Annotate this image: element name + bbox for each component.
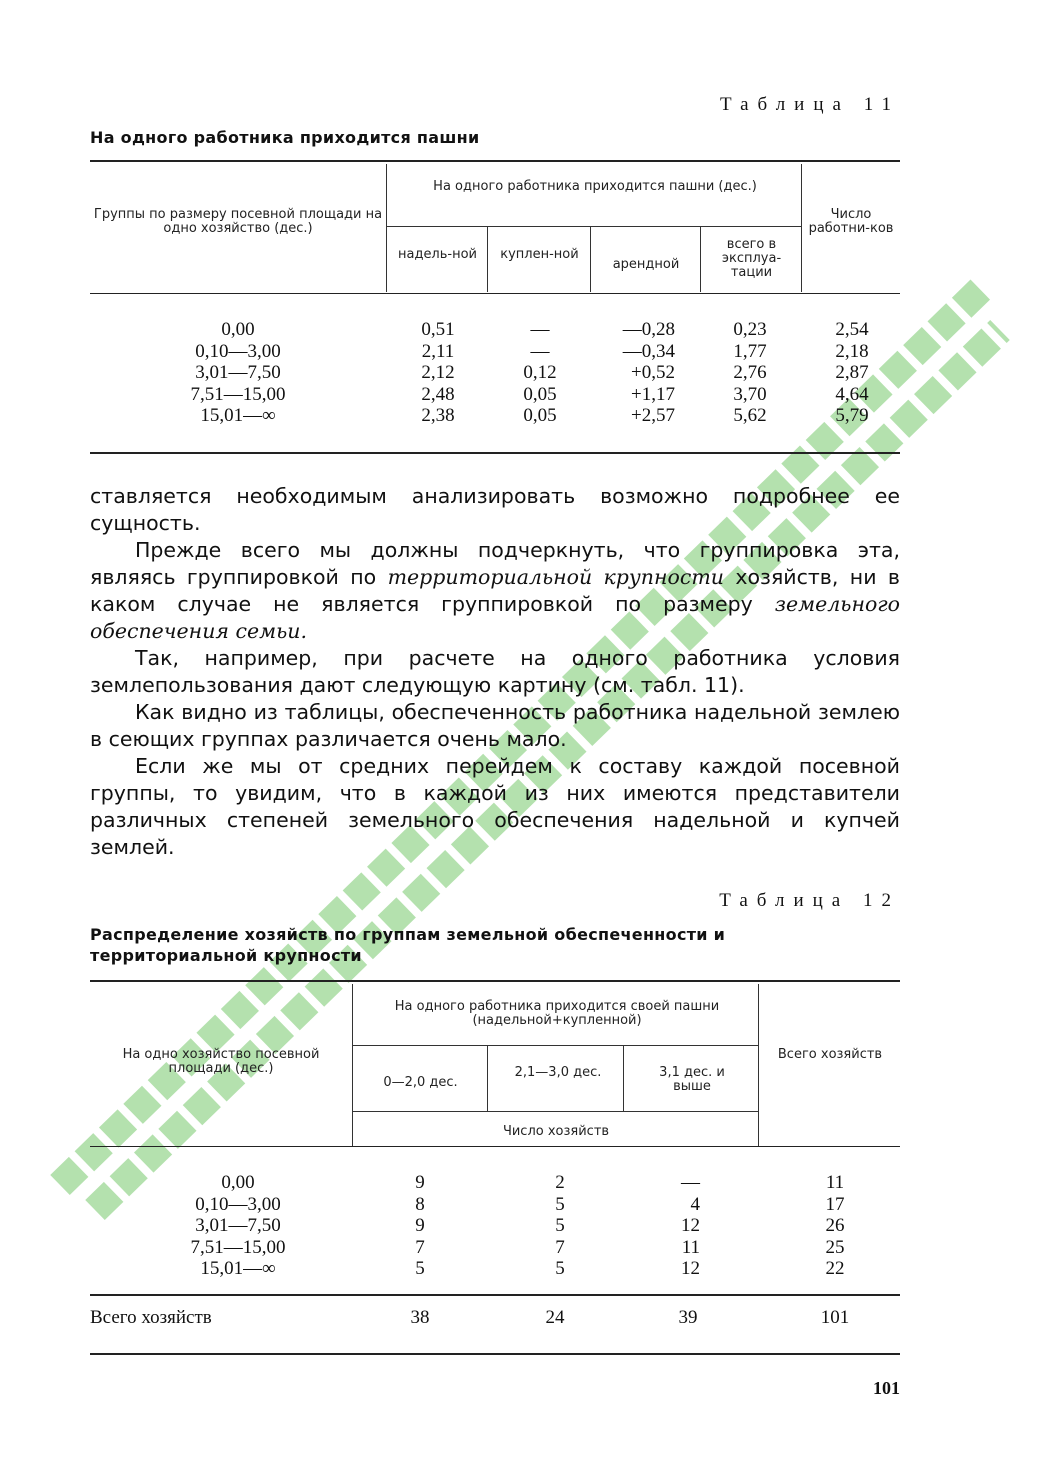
table-cell: 26 — [825, 1215, 845, 1236]
table11-group-header: Группы по размеру посевной площади на одно хозяйство (дес.) — [93, 207, 383, 236]
table12-caption-line2: территориальной крупности — [90, 946, 362, 965]
table12-subheader-2: 2,1—3,0 дес. — [514, 1065, 602, 1080]
table11-col-nadel — [398, 319, 478, 427]
table12-totals-c2: 24 — [545, 1307, 565, 1328]
table-cell: 1,77 — [733, 340, 767, 362]
table12-totals-c3: 39 — [678, 1307, 698, 1328]
paragraph: Если же мы от средних перейдем к составу каждой посевной группы, то увидим, что в каждой из них имеются представители различных степеней земельного обеспечения надельной и купчей землей. — [90, 754, 900, 859]
table11-subheader-nadel: надель-ной — [397, 247, 477, 262]
table-cell: 2,48 — [421, 383, 455, 405]
table11-col-group — [150, 319, 326, 427]
table12-span-header: На одного работника приходится своей пашни (надельной+купленной) — [394, 999, 720, 1028]
table12-totals-total: 101 — [820, 1307, 850, 1328]
table-cell: 3,70 — [733, 383, 767, 405]
table-cell: 4 — [690, 1193, 700, 1215]
table-cell: — — [681, 1172, 700, 1193]
table11-subheader-arend: арендной — [612, 257, 680, 272]
table-cell: 0,00 — [221, 1172, 255, 1193]
table12-totals-c1: 38 — [410, 1307, 430, 1328]
table-cell: 15,01—∞ — [200, 1258, 276, 1279]
table-cell: 5 — [415, 1258, 425, 1279]
table12-col-3 — [650, 1172, 700, 1280]
table-cell: 2,87 — [835, 362, 869, 383]
table11-subheader-vsego: всего в эксплуа-тации — [721, 237, 782, 280]
table-cell: 11 — [681, 1236, 700, 1258]
table-cell: 2,18 — [835, 340, 869, 362]
paragraph: ставляется необходимым анализировать возможно подробнее ее сущность. — [90, 484, 900, 535]
table-cell: —0,34 — [622, 340, 675, 362]
table11-label: Таблица 11 — [719, 94, 900, 115]
table-cell: 0,10—3,00 — [195, 1193, 281, 1215]
table12-totals-label: Всего хозяйств — [90, 1307, 212, 1328]
table-cell: 4,64 — [835, 383, 869, 405]
table-cell: 12 — [681, 1258, 700, 1279]
table12-label: Таблица 12 — [719, 890, 900, 911]
table12-group-header: На одно хозяйство посевной площади (дес.) — [122, 1047, 320, 1076]
table12-count-label: Число хозяйств — [502, 1124, 610, 1139]
table11-span-header: На одного работника приходится пашни (дес.) — [433, 179, 757, 194]
table-cell: 3,01—7,50 — [195, 362, 281, 383]
table-cell: 0,00 — [221, 319, 255, 340]
table12-col-total — [805, 1172, 865, 1280]
table12-col-1 — [390, 1172, 450, 1280]
table-cell: 7 — [415, 1236, 425, 1258]
paragraph: Как видно из таблицы, обеспеченность работника надельной землею в сеющих группах различается очень мало. — [90, 700, 900, 751]
table-cell: 0,05 — [523, 383, 557, 405]
table-cell: 2,11 — [421, 340, 455, 362]
table11-col-arend — [595, 319, 675, 427]
table-cell: 5 — [555, 1215, 565, 1236]
table11-caption: На одного работника приходится пашни — [90, 128, 480, 147]
table-cell: +2,57 — [631, 405, 675, 426]
table-cell: 7 — [555, 1236, 565, 1258]
table-cell: +0,52 — [631, 362, 675, 383]
table-cell: 5,79 — [835, 405, 869, 426]
table-cell: 11 — [825, 1172, 845, 1193]
table-cell: 3,01—7,50 — [195, 1215, 281, 1236]
table12-col-2 — [530, 1172, 590, 1280]
table-cell: 15,01—∞ — [200, 405, 276, 426]
table-cell: 5 — [555, 1258, 565, 1279]
table-cell: 2,12 — [421, 362, 455, 383]
table-cell: 2 — [555, 1172, 565, 1193]
table-cell: 22 — [825, 1258, 845, 1279]
table-cell: 2,76 — [733, 362, 767, 383]
book-page — [90, 0, 900, 1464]
table-cell: 0,51 — [421, 319, 455, 340]
table-cell: 9 — [415, 1215, 425, 1236]
table12-subheader-3: 3,1 дес. и выше — [659, 1065, 725, 1094]
table-cell: 5 — [555, 1193, 565, 1215]
table-cell: 0,05 — [523, 405, 557, 426]
page-number: 101 — [873, 1378, 900, 1398]
paragraph: Прежде всего мы должны подчеркнуть, что группировка эта, являясь группировкой по территориальной крупности хозяйств, ни в каком случае не является группировкой по размеру земельного обеспечения семьи. — [90, 538, 900, 643]
table11-col-vsego — [710, 319, 790, 427]
table-cell: 0,10—3,00 — [195, 340, 281, 362]
table-cell: 25 — [825, 1236, 845, 1258]
table11-subheader-kupl: куплен-ной — [500, 247, 579, 262]
table12-caption-line1: Распределение хозяйств по группам земельной обеспеченности и — [90, 925, 726, 944]
table11-col-rab — [812, 319, 892, 427]
body-text — [90, 483, 900, 861]
table11-col-kupl — [498, 319, 582, 427]
table12-last-header: Всего хозяйств — [777, 1047, 883, 1062]
table-cell: — — [530, 319, 550, 340]
table-cell: 8 — [415, 1193, 425, 1215]
paragraph: Так, например, при расчете на одного работника условия землепользования дают следующую картину (см. табл. 11). — [90, 646, 900, 697]
table-cell: —0,28 — [622, 319, 675, 340]
table-cell: +1,17 — [631, 383, 675, 405]
table-cell: 2,38 — [421, 405, 455, 426]
table12-subheader-1: 0—2,0 дес. — [383, 1075, 458, 1090]
table-cell: 17 — [825, 1193, 845, 1215]
table-cell: 7,51—15,00 — [190, 383, 286, 405]
table11-last-header: Число работни-ков — [808, 207, 894, 236]
table12 — [90, 980, 900, 1360]
table12-col-group — [150, 1172, 326, 1280]
table-cell: — — [530, 340, 550, 362]
table-cell: 5,62 — [733, 405, 767, 426]
table-cell: 9 — [415, 1172, 425, 1193]
table-cell: 0,12 — [523, 362, 557, 383]
table-cell: 2,54 — [835, 319, 869, 340]
table-cell: 12 — [681, 1215, 700, 1236]
table-cell: 7,51—15,00 — [190, 1236, 286, 1258]
table-cell: 0,23 — [733, 319, 767, 340]
